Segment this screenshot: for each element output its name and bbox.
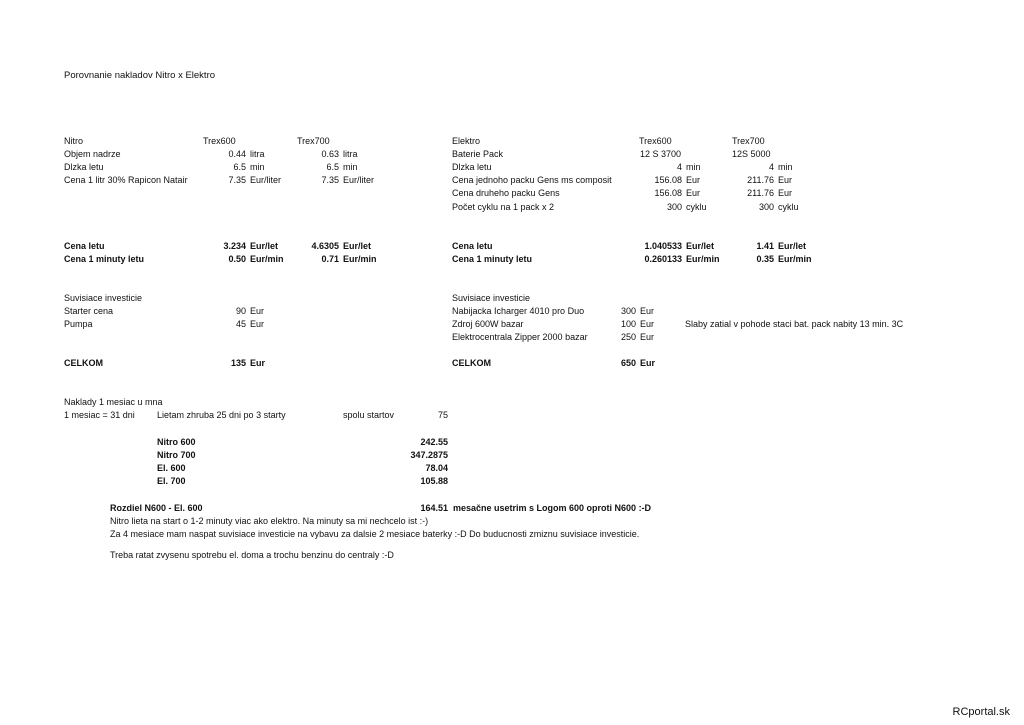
nitro-row-value-600: 0.44 [228,149,246,159]
elektro-row-label: Cena jednoho packu Gens ms composit [452,175,612,185]
nitro-cena-minuty-600: 0.50 [228,254,246,264]
monthly-item-value: 242.55 [420,437,448,447]
elektro-cena-minuty-700: 0.35 [756,254,774,264]
nitro-row-label: Cena 1 litr 30% Rapicon Natair [64,175,188,185]
monthly-starts-value: 75 [437,410,448,420]
elektro-row-value-600: 300 [666,202,682,212]
elektro-cena-minuty-unit-700: Eur/min [778,254,812,264]
nitro-row-value-600: 6.5 [233,162,246,172]
monthly-header: Naklady 1 mesiac u mna [64,397,163,407]
note-line: Treba ratat zvysenu spotrebu el. doma a trochu benzinu do centraly :-D [110,550,394,560]
elektro-cena-letu-label: Cena letu [452,241,493,251]
elektro-row-label: Počet cyklu na 1 pack x 2 [452,202,555,212]
elektro-row-label: Cena druheho packu Gens [452,188,560,198]
elektro-row-unit-600: Eur [686,188,701,198]
nitro-celkom-label: CELKOM [64,358,103,368]
elektro-row-label: Baterie Pack [452,149,504,159]
elektro-celkom-value: 650 [620,358,636,368]
nitro-celkom-value: 135 [230,358,246,368]
page-title: Porovnanie nakladov Nitro x Elektro [64,70,216,81]
nitro-invest-value: 45 [235,319,246,329]
elektro-cena-letu-unit-700: Eur/let [778,241,807,251]
elektro-celkom-unit: Eur [640,358,656,368]
elektro-row-unit-700: cyklu [778,202,799,212]
elektro-row-label: Dlzka letu [452,162,492,172]
nitro-invest-value: 90 [235,306,246,316]
nitro-invest-header: Suvisiace investicie [64,293,143,303]
elektro-row-unit-600: cyklu [686,202,707,212]
watermark: RCportal.sk [952,706,1010,718]
elektro-row-value-700: 211.76 [747,188,774,198]
nitro-celkom-unit: Eur [250,358,266,368]
monthly-item-label: El. 600 [157,463,186,473]
elektro-invest-value: 100 [620,319,636,329]
nitro-cena-letu-600: 3.234 [223,241,246,251]
elektro-header-col1: Trex600 [639,136,672,146]
elektro-row-unit-700: min [778,162,793,172]
elektro-invest-header: Suvisiace investicie [452,293,531,303]
elektro-invest-unit: Eur [640,306,655,316]
elektro-cena-minuty-unit-600: Eur/min [686,254,720,264]
nitro-cena-minuty-label: Cena 1 minuty letu [64,254,145,264]
nitro-row-value-700: 0.63 [321,149,339,159]
elektro-cena-letu-700: 1.41 [756,241,774,251]
elektro-row-value-700: 211.76 [747,175,774,185]
elektro-invest-value: 250 [620,332,636,342]
nitro-row-unit-600: min [250,162,265,172]
nitro-row-unit-700: litra [343,149,358,159]
nitro-row-value-600: 7.35 [228,175,246,185]
elektro-cena-letu-unit-600: Eur/let [686,241,715,251]
difference-note: mesačne usetrim s Logom 600 oproti N600 :-D [453,503,652,513]
elektro-row-unit-600: Eur [686,175,701,185]
elektro-row-unit-600: min [686,162,701,172]
monthly-item-value: 347.2875 [410,450,448,460]
elektro-invest-value: 300 [620,306,636,316]
elektro-row-value-600: 156.08 [654,188,682,198]
nitro-invest-label: Pumpa [64,319,93,329]
nitro-header-label: Nitro [64,136,84,146]
elektro-row-value-600: 156.08 [654,175,682,185]
nitro-header-col2: Trex700 [297,136,330,146]
elektro-row-value-600: 12 S 3700 [640,149,682,159]
elektro-invest-label: Nabijacka Icharger 4010 pro Duo [452,306,585,316]
elektro-row-unit-700: Eur [778,188,793,198]
nitro-row-value-700: 6.5 [326,162,339,172]
elektro-celkom-label: CELKOM [452,358,491,368]
elektro-invest-label: Elektrocentrala Zipper 2000 bazar [452,332,588,342]
elektro-header-col2: Trex700 [732,136,765,146]
nitro-row-label: Objem nadrze [64,149,121,159]
difference-label: Rozdiel N600 - El. 600 [110,503,203,513]
monthly-item-value: 78.04 [425,463,448,473]
elektro-row-value-700: 12S 5000 [732,149,771,159]
monthly-starts-label: spolu startov [343,410,395,420]
nitro-cena-letu-label: Cena letu [64,241,105,251]
nitro-row-unit-700: Eur/liter [343,175,375,185]
monthly-item-label: Nitro 600 [157,437,196,447]
note-line: Nitro lieta na start o 1-2 minuty viac ako elektro. Na minuty sa mi nechcelo ist :-) [110,516,429,526]
monthly-item-value: 105.88 [420,476,448,486]
nitro-row-unit-600: litra [250,149,265,159]
nitro-cena-letu-unit-600: Eur/let [250,241,279,251]
monthly-flying: Lietam zhruba 25 dni po 3 starty [157,410,286,420]
nitro-cena-minuty-unit-700: Eur/min [343,254,377,264]
monthly-month-label: 1 mesiac = 31 dni [64,410,135,420]
elektro-cena-minuty-label: Cena 1 minuty letu [452,254,533,264]
nitro-invest-unit: Eur [250,319,265,329]
nitro-header-col1: Trex600 [203,136,236,146]
elektro-invest-unit: Eur [640,332,655,342]
nitro-invest-label: Starter cena [64,306,114,316]
elektro-row-unit-700: Eur [778,175,793,185]
nitro-row-unit-600: Eur/liter [250,175,282,185]
nitro-row-value-700: 7.35 [321,175,339,185]
nitro-row-unit-700: min [343,162,358,172]
note-line: Za 4 mesiace mam naspat suvisiace investicie na vybavu za dalsie 2 mesiace baterky :-D Do buducnosti zmiznu suvisiace investicie. [110,529,640,539]
monthly-item-label: El. 700 [157,476,186,486]
elektro-row-value-700: 4 [768,162,774,172]
nitro-cena-minuty-700: 0.71 [321,254,339,264]
elektro-invest-unit: Eur [640,319,655,329]
difference-value: 164.51 [420,503,448,513]
nitro-row-label: Dlzka letu [64,162,104,172]
elektro-cena-letu-600: 1.040533 [644,241,682,251]
nitro-invest-unit: Eur [250,306,265,316]
nitro-cena-letu-unit-700: Eur/let [343,241,372,251]
elektro-row-value-600: 4 [676,162,682,172]
nitro-cena-letu-700: 4.6305 [311,241,339,251]
elektro-row-value-700: 300 [758,202,774,212]
elektro-header-label: Elektro [452,136,481,146]
monthly-item-label: Nitro 700 [157,450,196,460]
elektro-cena-minuty-600: 0.260133 [644,254,682,264]
nitro-cena-minuty-unit-600: Eur/min [250,254,284,264]
elektro-invest-note: Slaby zatial v pohode staci bat. pack nabity 13 min. 3C [685,319,904,329]
elektro-invest-label: Zdroj 600W bazar [452,319,524,329]
